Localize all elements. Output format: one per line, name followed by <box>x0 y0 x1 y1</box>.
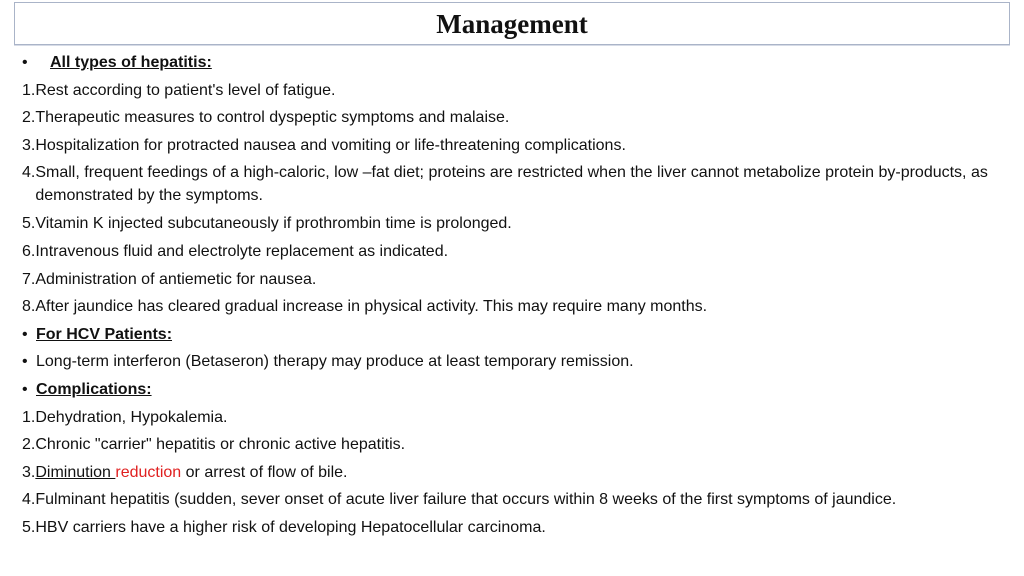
list-item <box>22 132 1012 160</box>
list-item <box>22 159 1012 210</box>
heading-complications: Complications: <box>36 380 152 398</box>
item-text: Chronic "carrier" hepatitis or chronic active hepatitis. <box>35 436 406 454</box>
item-text: Intravenous fluid and electrolyte replacement as indicated. <box>35 242 449 260</box>
list-item <box>22 104 1012 132</box>
item-text: Therapeutic measures to control dyspeptic symptoms and malaise. <box>35 109 510 127</box>
item-number: 7. <box>22 270 36 288</box>
item-text: Dehydration, Hypokalemia. <box>35 408 228 426</box>
section-heading-all-types <box>22 49 1012 77</box>
list-item <box>22 486 1012 514</box>
item-text: Fulminant hepatitis (sudden, sever onset of acute liver failure that occurs within 8 weeks of the first symptoms of jaundice. <box>35 491 897 509</box>
item-number: 5. <box>22 215 36 233</box>
bullet-icon: • <box>22 353 28 371</box>
section-heading-complications <box>22 376 1012 404</box>
bullet-icon: • <box>22 325 28 343</box>
item-number: 3. <box>22 463 36 481</box>
slide-title: Management <box>436 9 588 39</box>
item-text: Administration of antiemetic for nausea. <box>35 270 317 288</box>
slide-content <box>22 49 1012 542</box>
item-number: 1. <box>22 81 36 99</box>
item-number: 6. <box>22 242 36 260</box>
list-item <box>22 459 1012 487</box>
list-item <box>22 293 1012 321</box>
list-item <box>22 514 1012 542</box>
item-number: 4. <box>22 164 36 182</box>
item-number: 3. <box>22 136 36 154</box>
title-box <box>14 2 1010 45</box>
item-number: 1. <box>22 408 36 426</box>
item-number: 5. <box>22 518 36 536</box>
item-text: Rest according to patient's level of fatigue. <box>35 81 336 99</box>
list-item <box>22 77 1012 105</box>
item-number: 4. <box>22 491 36 509</box>
item-text-rest: or arrest of flow of bile. <box>181 463 348 481</box>
item-text <box>35 459 1012 487</box>
item-text: HBV carriers have a higher risk of developing Hepatocellular carcinoma. <box>35 518 546 536</box>
item-text: Small, frequent feedings of a high-caloric, low –fat diet; proteins are restricted when the liver cannot metabolize protein by-products, as demonstrated by the symptoms. <box>35 164 988 205</box>
item-number: 2. <box>22 436 36 454</box>
item-text: Hospitalization for protracted nausea and vomiting or life-threatening complications. <box>35 136 626 154</box>
bullet-icon: • <box>22 380 28 398</box>
section-heading-hcv <box>22 321 1012 349</box>
list-item <box>22 431 1012 459</box>
item-text: After jaundice has cleared gradual increase in physical activity. This may require many months. <box>35 298 708 316</box>
item-text: Vitamin K injected subcutaneously if prothrombin time is prolonged. <box>35 215 512 233</box>
item-number: 2. <box>22 109 36 127</box>
list-item <box>22 266 1012 294</box>
heading-hcv: For HCV Patients: <box>36 325 173 343</box>
list-item <box>22 404 1012 432</box>
list-item <box>22 348 1012 376</box>
item-text-red: reduction <box>115 463 182 481</box>
list-item <box>22 238 1012 266</box>
heading-all-types: All types of hepatitis: <box>50 54 212 71</box>
item-text: Long-term interferon (Betaseron) therapy may produce at least temporary remission. <box>36 353 634 371</box>
list-item <box>22 210 1012 238</box>
item-number: 8. <box>22 298 36 316</box>
item-text-underlined: Diminution <box>35 463 116 481</box>
bullet-icon: • <box>22 54 28 71</box>
